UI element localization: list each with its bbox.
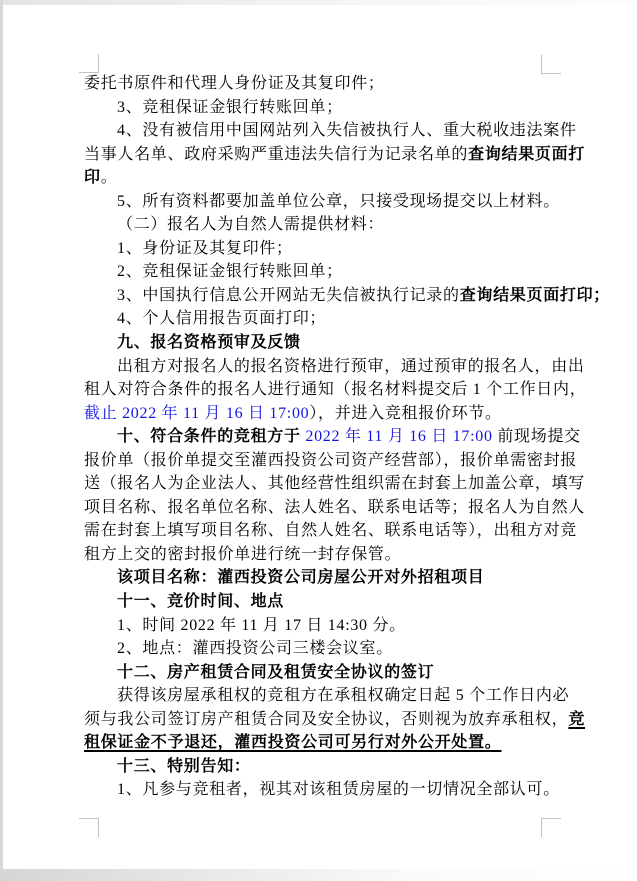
text-run: 。 [100,169,118,187]
viewport-left-edge [0,0,3,881]
text-boundary-mark-top-left [79,54,99,73]
text-run: 租方上交的密封报价单进行统一封存保管。 [84,545,402,563]
text-line [84,614,560,638]
text-run: 1、身份证及其复印件； [117,239,293,257]
text-run: 4、没有被信用中国网站列入失信被执行人、重大税收违法案件 [117,122,577,140]
text-run: 获得该房屋承租权的竞租方在承租权确定日起 5 个工作日内必 [117,687,570,705]
text-boundary-mark-bottom-left [79,818,99,837]
text-line [84,731,560,755]
text-line [84,72,560,96]
text-run: 前现场提交 [497,428,581,446]
text-run: ），并进入竞租报价环节。 [309,404,502,422]
text-line [84,519,578,543]
text-run: 租人对符合条件的报名人进行通知（报名材料提交后 1 个工作日内， [84,381,587,399]
text-run: 截止 2022 年 11 月 16 日 17:00 [84,404,310,422]
text-run: 竞 [568,710,586,728]
text-run: 项目名称、报名单位名称、法人姓名、联系电话等；报名人为自然人 [84,498,586,516]
text-run: 送（报名人为企业法人、其他经营性组织需在封套上加盖公章，填写 [84,475,586,493]
text-line [84,566,560,590]
text-line [84,96,560,120]
text-line [84,684,570,708]
text-line [84,449,578,473]
text-line [84,237,560,261]
text-run: 须与我公司签订房产租赁合同及安全协议，否则视为放弃承租权， [84,710,569,728]
text-line [84,661,560,685]
text-line [84,331,560,355]
text-line [84,378,587,402]
text-run: 2、地点：灌西投资公司三楼会议室。 [117,640,393,658]
text-line [84,543,560,567]
text-run: 租保证金不予退还，灌西投资公司可另行对外公开处置。 [84,734,502,752]
text-run: 当事人名单、政府采购严重违法失信行为记录名单的 [84,145,469,163]
text-run: （二）报名人为自然人需提供材料： [117,216,385,234]
text-run: 报价单（报价单提交至灌西投资公司资产经营部），报价单需密封报 [84,451,578,469]
text-line [84,755,560,779]
text-line [84,119,577,143]
text-line [84,307,560,331]
text-line [84,708,586,732]
text-run: 1、时间 2022 年 11 月 17 日 14:30 分。 [117,616,406,634]
text-run: 十、符合条件的竞租方于 [117,428,306,446]
viewport-bottom-edge [0,869,637,881]
text-run: 2、竞租保证金银行转账回单； [117,263,343,281]
text-line [84,213,560,237]
text-run: 3、竞租保证金银行转账回单； [117,98,343,116]
text-run: 查询结果页面打 [468,145,586,163]
text-run: 该项目名称：灌西投资公司房屋公开对外招租项目 [117,569,485,587]
text-run: 十一、竞价时间、地点 [117,593,285,611]
text-run: 委托书原件和代理人身份证及其复印件； [84,75,385,92]
text-line [84,260,560,284]
text-line [84,402,560,426]
text-line [84,284,611,308]
text-run: 十二、房产租赁合同及租赁安全协议的签订 [117,663,435,681]
text-line [84,778,560,802]
text-line [84,166,560,190]
text-run: 出租方对报名人的报名资格进行预审，通过预审的报名人，由出 [117,357,585,375]
text-run: 3、中国执行信息公开网站无失信被执行记录的 [117,286,460,304]
text-run: 查询结果页面打印； [459,286,611,304]
text-run: 印 [84,169,101,187]
text-run: 4、个人信用报告页面打印； [117,310,327,328]
text-line [84,637,560,661]
text-boundary-mark-bottom-right [541,818,561,837]
text-line [84,590,560,614]
document-text [84,72,611,802]
text-run: 需在封套上填写项目名称、自然人姓名、联系电话等），出租方对竞 [84,522,578,540]
text-run: 1、凡参与竞租者，视其对该租赁房屋的一切情况全部认可。 [117,781,560,799]
text-line [84,143,586,167]
text-line [84,355,585,379]
text-run: 2022 年 11 月 16 日 17:00 [305,428,498,446]
text-run: 5、所有资料都要加盖单位公章，只接受现场提交以上材料。 [117,192,560,210]
text-line [84,496,586,520]
text-line [84,190,560,214]
viewport-top-edge [0,0,637,5]
text-run: 十三、特别告知： [117,757,251,775]
text-line [84,425,581,449]
text-line [84,472,586,496]
text-run: 九、报名资格预审及反馈 [117,334,301,352]
